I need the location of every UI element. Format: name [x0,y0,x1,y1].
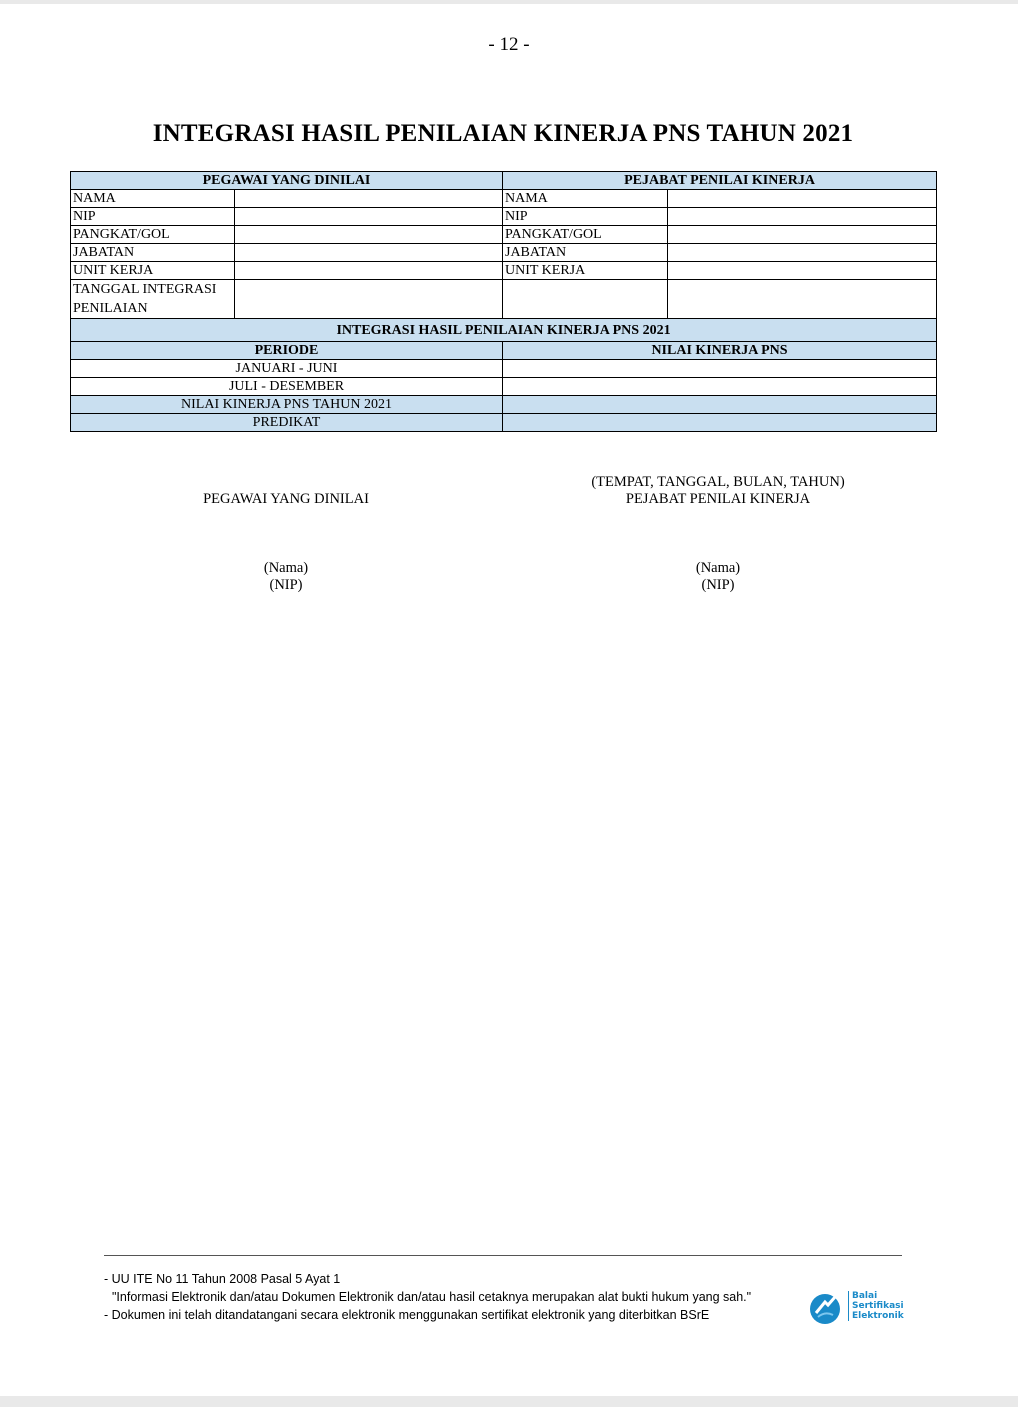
right-signer-name: (Nama) [695,560,741,576]
table-row [71,208,937,226]
table-row [71,226,937,244]
right-field-label: NAMA [503,190,668,208]
left-field-label: JABATAN [71,244,235,262]
bsre-logo-text [848,1291,904,1321]
right-field-label: JABATAN [503,244,668,262]
document-title: INTEGRASI HASIL PENILAIAN KINERJA PNS TAHUN 2021 [152,120,854,147]
table-row [71,244,937,262]
left-field-value [235,226,503,244]
table-row [71,414,937,432]
period-value [503,378,937,396]
left-field-value [235,280,503,319]
right-field-value [668,262,937,280]
left-field-value [235,190,503,208]
right-field-label: NIP [503,208,668,226]
footer-line-3: - Dokumen ini telah ditandatangani secara elektronik menggunakan sertifikat elektronik yang diterbitkan BSrE [104,1308,710,1322]
right-field-label: PANGKAT/GOL [503,226,668,244]
left-header: PEGAWAI YANG DINILAI [71,172,503,190]
right-field-label: UNIT KERJA [503,262,668,280]
right-header: PEJABAT PENILAI KINERJA [503,172,937,190]
left-field-value [235,208,503,226]
document-page [0,4,1018,1396]
right-field-value [668,190,937,208]
table-row [71,378,937,396]
right-field-value [668,208,937,226]
table-row [71,319,937,342]
table-row [71,262,937,280]
right-signer-title: PEJABAT PENILAI KINERJA [625,491,811,507]
period-value [503,360,937,378]
period-label: JULI - DESEMBER [71,378,503,396]
right-field-label [503,280,668,319]
table-row [71,190,937,208]
bsre-logo [808,1289,908,1329]
footer-line-2: "Informasi Elektronik dan/atau Dokumen Elektronik dan/atau hasil cetaknya merupakan alat bukti hukum yang sah." [112,1290,752,1304]
bsre-logo-line: Balai [852,1291,878,1301]
right-field-value [668,244,937,262]
annual-score-value [503,396,937,414]
right-field-value [668,280,937,319]
footer-divider [104,1255,902,1256]
place-date: (TEMPAT, TANGGAL, BULAN, TAHUN) [591,474,845,490]
table-row [71,172,937,190]
left-field-value [235,262,503,280]
bsre-emblem-icon [808,1289,844,1327]
left-signer-nip: (NIP) [269,577,303,593]
predikat-label: PREDIKAT [71,414,503,432]
col-periode: PERIODE [71,342,503,360]
left-field-label: NAMA [71,190,235,208]
left-field-label: UNIT KERJA [71,262,235,280]
period-label: JANUARI - JUNI [71,360,503,378]
footer-line-1: - UU ITE No 11 Tahun 2008 Pasal 5 Ayat 1 [104,1272,341,1286]
table-row [71,342,937,360]
predikat-value [503,414,937,432]
bsre-logo-line: Elektronik [852,1311,904,1321]
right-signer-nip: (NIP) [701,577,735,593]
page-number: - 12 - [488,34,530,55]
left-field-label: PANGKAT/GOL [71,226,235,244]
right-field-value [668,226,937,244]
col-nilai: NILAI KINERJA PNS [503,342,937,360]
table-row [71,280,937,319]
table-row [71,360,937,378]
table-row [71,396,937,414]
bsre-logo-line: Sertifikasi [852,1301,904,1311]
footer-notice [104,1270,804,1324]
left-field-label: NIP [71,208,235,226]
assessment-table [70,171,937,432]
left-signer-name: (Nama) [263,560,309,576]
left-signer-title: PEGAWAI YANG DINILAI [203,491,369,507]
section-title: INTEGRASI HASIL PENILAIAN KINERJA PNS 2021 [71,319,937,342]
annual-score-label: NILAI KINERJA PNS TAHUN 2021 [71,396,503,414]
left-field-label: TANGGAL INTEGRASI PENILAIAN [71,280,235,319]
left-field-value [235,244,503,262]
